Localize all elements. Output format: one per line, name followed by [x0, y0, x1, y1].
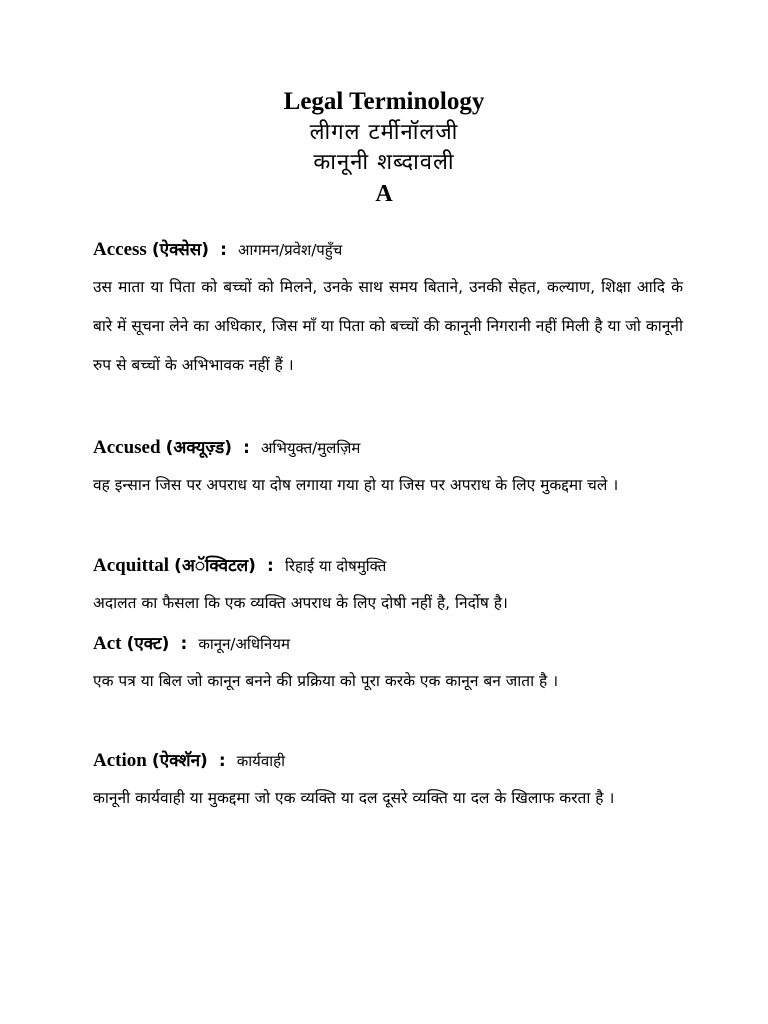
- title-hindi: कानूनी शब्दावली: [313, 150, 455, 175]
- term-separator: :: [218, 751, 226, 771]
- term-description: उस माता या पिता को बच्चों को मिलने, उनके साथ समय बिताने, उनकी सेहत, कल्याण, शिक्षा आदि के बारे में सूचना लेने का अधिकार, जिस माँ या पिता को बच्चों की कानूनी निगरानी नहीं मिली है या जो कानूनी रुप से बच्चों के अभिभावक नहीं हैं ।: [93, 278, 683, 374]
- term-english: Action: [93, 750, 147, 771]
- page-title: Legal Terminology: [283, 88, 485, 115]
- term-meaning: रिहाई या दोषमुक्ति: [284, 557, 387, 575]
- term-pronunciation: (ऐक्सेस): [151, 240, 209, 260]
- term-description: एक पत्र या बिल जो कानून बनने की प्रक्रिया को पूरा करके एक कानून बन जाता है ।: [93, 672, 559, 690]
- term-description: वह इन्सान जिस पर अपराध या दोष लगाया गया हो या जिस पर अपराध के लिए मुकद्दमा चले ।: [93, 476, 619, 494]
- term-separator: :: [267, 556, 274, 576]
- entry-heading: [93, 234, 683, 266]
- entry-heading: [93, 628, 683, 660]
- term-pronunciation: (ऐक्शॅन): [151, 751, 208, 771]
- term-description: कानूनी कार्यवाही या मुकद्दमा जो एक व्यक्ति या दल दूसरे व्यक्ति या दल के खिलाफ करता है ।: [93, 789, 615, 807]
- term-separator: :: [180, 634, 188, 654]
- term-english: Acquittal: [93, 555, 169, 576]
- entry-accused: [93, 432, 683, 505]
- term-english: Accused: [93, 437, 161, 458]
- entry-act: [93, 628, 683, 701]
- entry-heading: [93, 432, 683, 464]
- term-meaning: कानून/अधिनियम: [198, 635, 290, 653]
- entry-access: [93, 234, 683, 385]
- section-letter: A: [375, 181, 393, 207]
- term-english: Act: [93, 633, 122, 654]
- term-description: अदालत का फैसला कि एक व्यक्ति अपराध के लिए दोषी नहीं है, निर्दोष है।: [93, 594, 508, 612]
- term-separator: :: [243, 438, 250, 458]
- term-separator: :: [220, 240, 227, 260]
- term-meaning: अभियुक्त/मुलज़िम: [260, 439, 361, 457]
- term-pronunciation: (अॅक्विटल): [174, 556, 256, 576]
- title-transliteration: लीगल टर्मीनॉलजी: [309, 120, 459, 145]
- term-meaning: आगमन/प्रवेश/पहुँच: [238, 241, 343, 259]
- entry-acquittal: [93, 550, 683, 623]
- term-english: Access: [93, 239, 147, 260]
- term-pronunciation: (एक्ट): [126, 634, 170, 654]
- entry-action: [93, 745, 683, 818]
- entry-heading: [93, 550, 683, 582]
- entry-heading: [93, 745, 683, 777]
- term-meaning: कार्यवाही: [236, 752, 285, 770]
- title-block: [0, 86, 768, 210]
- term-pronunciation: (अक्यूज़्ड): [165, 438, 232, 458]
